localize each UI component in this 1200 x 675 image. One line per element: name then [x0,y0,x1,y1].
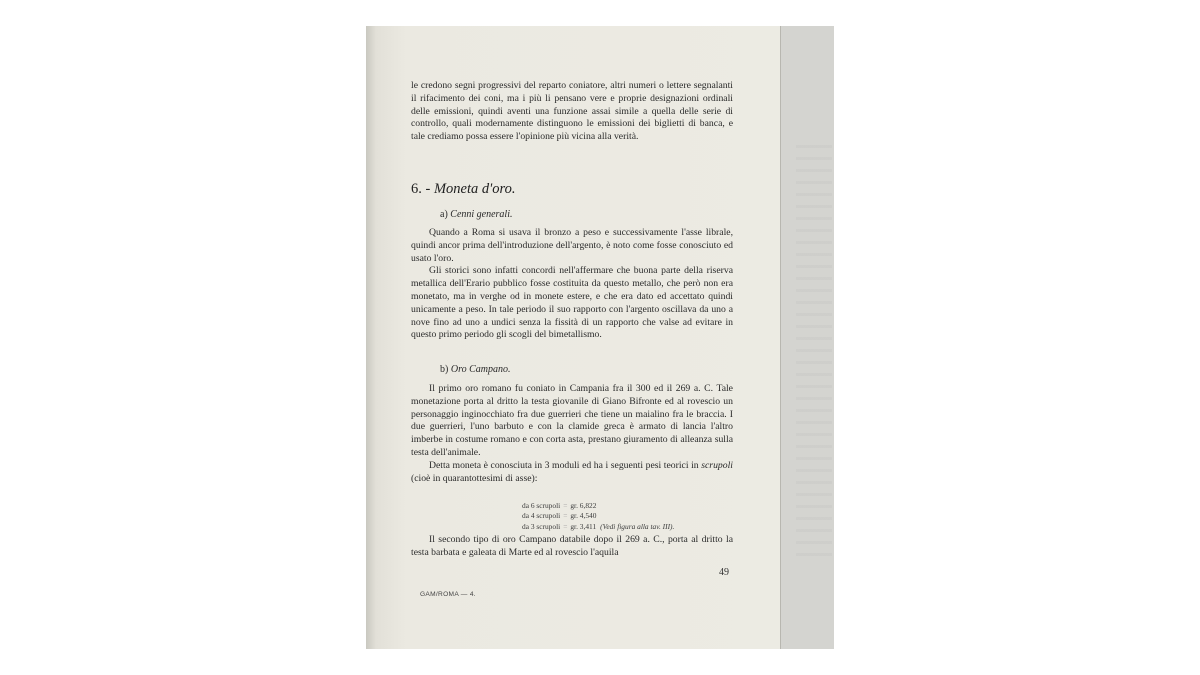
weight-row [522,511,674,521]
paragraph-b3-block [411,534,733,560]
signature-mark: GAM/ROMA — 4. [420,591,476,598]
section-title: Moneta d'oro. [433,181,516,197]
weight-sep: = [563,521,568,531]
paragraph-b2-end: (cioè in quarantottesimi di asse): [411,472,538,484]
paragraph-b3: Il secondo tipo di oro Campano databile dopo il 269 a. C., porta al dritto la testa barbata e galeata di Marte ed al rovescio l'aquila [411,534,733,558]
paragraph-b2-start: Detta moneta è conosciuta in 3 moduli ed ha i seguenti pesi teorici in [429,459,699,471]
section-heading [411,181,515,198]
weight-value: gr. 6,822 [570,501,597,510]
intro-paragraph [411,80,733,144]
book-page [366,26,781,649]
weights-table [522,501,674,532]
paragraph-b2-italic: scrupoli [701,459,733,471]
section-number: 6. - [411,181,431,197]
weight-sep: = [563,511,568,521]
weight-sep: = [563,501,568,510]
subsection-a-letter: a) [440,209,448,220]
weight-value: gr. 4,540 [570,511,597,521]
subsection-b-title: Oro Campano. [450,364,511,375]
subsection-b-letter: b) [440,364,449,375]
weight-row [522,522,674,532]
intro-text: le credono segni progressivi del reparto coniatore, altri numeri o lettere segnalanti il rifacimento dei coni, ma i più li pensano vere e proprie designazioni ordinali delle emissioni, quindi aventi una funzione assai simile a quella delle serie di controllo, quali modernamente distinguono le emissioni dei biglietti di banca, e tale crediamo possa essere l'opinione più vicina alla verità. [411,80,733,143]
opposite-page-edge [796,136,832,556]
paragraph-a2: Gli storici sono infatti concordi nell'affermare che buona parte della riserva metallica dell'Erario pubblico fosse costituita da questo metallo, che però non era monetato, ma in verghe od in monete estere, e che era dato ed accettato quindi unicamente a peso. In tale periodo il suo rapporto con l'argento oscillava da uno a nove fino ad uno a undici senza la fissità di un rapporto che valse ad evitare in questo primo periodo gli scogli del bimetallismo. [411,265,733,341]
paragraph-a1: Quando a Roma si usava il bronzo a peso e successivamente l'asse librale, quindi ancor prima dell'introduzione dell'argento, è noto come fosse conosciuto ed usato l'oro. [411,227,733,264]
subsection-a-body [411,227,733,342]
subsection-a-title: Cenni generali. [450,209,513,220]
weight-label: da 3 scrupoli [522,521,561,531]
weight-row [522,501,674,511]
weight-label: da 4 scrupoli [522,511,561,521]
photo-of-book-page [366,26,834,649]
paragraph-b1: Il primo oro romano fu coniato in Campania fra il 300 ed il 269 a. C. Tale monetazione porta al dritto la testa giovanile di Giano Bifronte ed al rovescio un personaggio inginocchiato fra due guerrieri che tiene un maialino fra le braccia. I due guerrieri, l'uno barbuto e con la clamide greca è armato di lancia l'altro imberbe in costume romano e con corta asta, prestano giuramento di alleanza sulla testa dell'animale. [411,383,733,458]
weight-value: gr. 3,411 [570,521,597,531]
weight-note: (Vedi figura alla tav. III). [600,521,675,531]
subsection-b-heading [440,364,510,375]
weight-label: da 6 scrupoli [522,501,561,510]
paragraph-b2 [411,460,733,486]
subsection-a-heading [440,209,513,220]
page-number: 49 [719,567,729,578]
subsection-b-body [411,383,733,485]
